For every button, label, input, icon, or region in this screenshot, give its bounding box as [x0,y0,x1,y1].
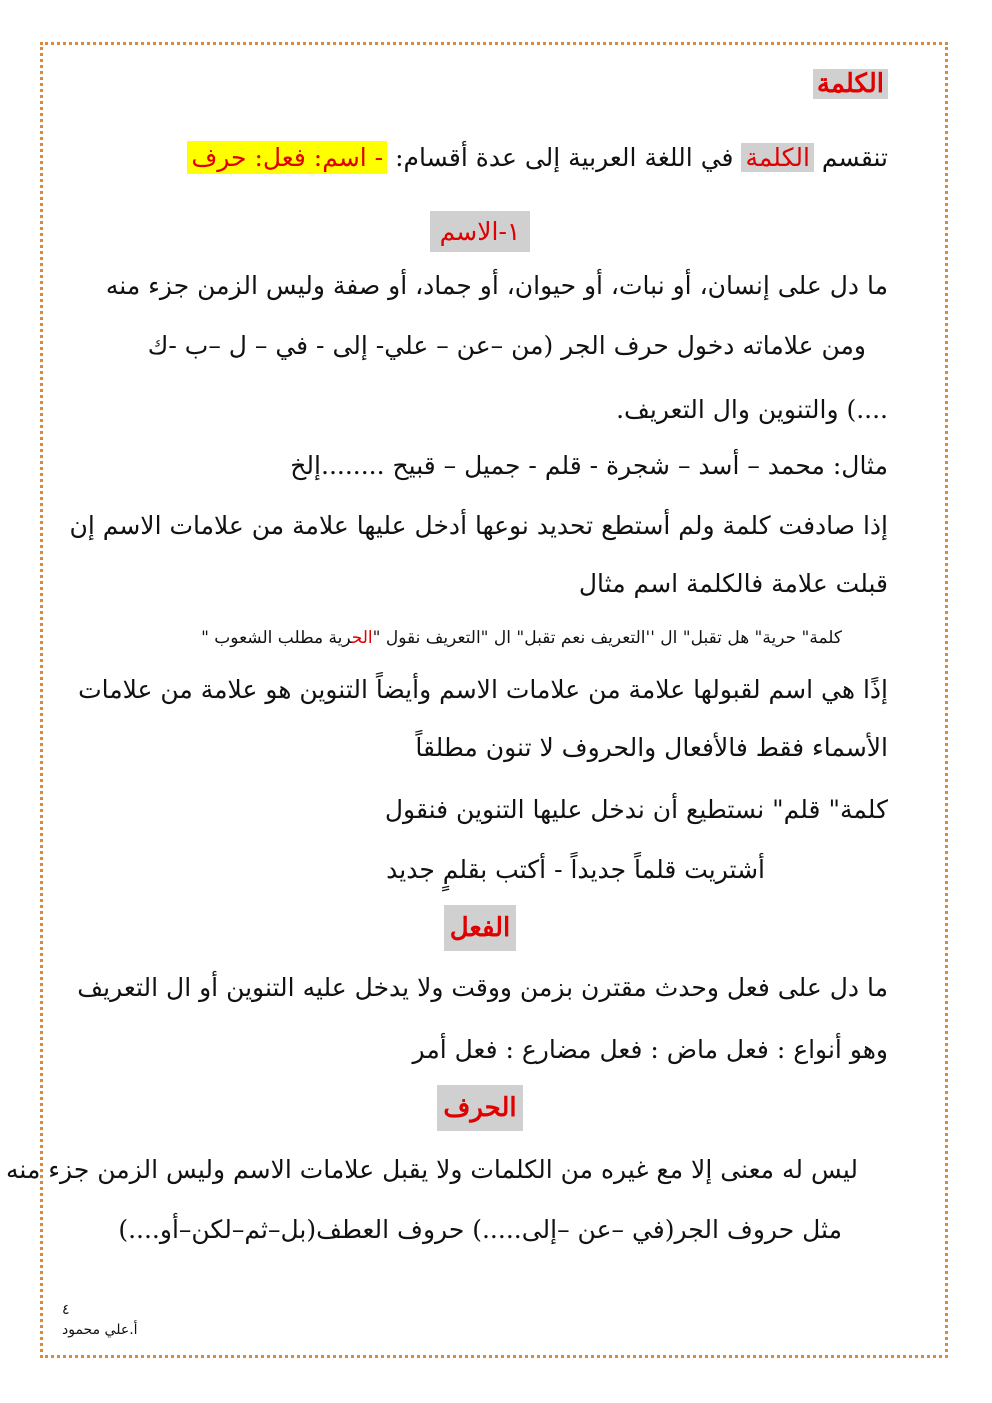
noun-heading: ١-الاسم [40,212,920,252]
particle-line: مثل حروف الجر(في –عن –إلى.....) حروف العطف(بل–ثم–لكن–أو....) [118,1215,842,1244]
noun-line: ومن علاماته دخول حرف الجر (من –عن – علي- إلى - في – ل –ب -ك [147,331,866,360]
verb-line: ما دل على فعل وحدث مقترن بزمن ووقت ولا يدخل عليه التنوين أو ال التعريف [77,973,888,1002]
noun-line: ما دل على إنسان، أو نبات، أو حيوان، أو جماد، أو صفة وليس الزمن جزء منه [105,271,888,300]
noun-line: الأسماء فقط فالأفعال والحروف لا تنون مطلقاً [415,733,888,762]
noun-line: إذًا هي اسم لقبولها علامة من علامات الاسم وأيضاً التنوين هو علامة من علامات [78,675,888,704]
intro-highlight: - اسم: فعل: حرف [187,141,387,174]
intro-keyword: الكلمة [741,143,814,172]
noun-example-sentence: أشتريت قلماً جديداً - أكتب بقلمٍ جديد [386,855,765,884]
page-number: ٤ [62,1302,70,1318]
noun-line: مثال: محمد – أسد – شجرة - قلم - جميل – قبيح ........إلخ [290,451,888,480]
noun-example-small: كلمة" حرية" هل تقبل" ال ''التعريف نعم تقبل" ال "التعريف نقول "الحرية مطلب الشعوب " [201,628,842,648]
particle-heading: الحرف [40,1088,920,1128]
noun-line: كلمة" قلم" نستطيع أن ندخل عليها التنوين فنقول [384,795,888,824]
author-name: أ.علي محمود [62,1322,138,1338]
noun-line: قبلت علامة فالكلمة اسم مثال [578,569,888,598]
particle-line: ليس له معنى إلا مع غيره من الكلمات ولا يقبل علامات الاسم وليس الزمن جزء منه [6,1155,858,1184]
intro-line: تنقسم الكلمة في اللغة العربية إلى عدة أقسام: - اسم: فعل: حرف [187,138,888,178]
verb-line: وهو أنواع : فعل ماض : فعل مضارع : فعل أمر [412,1035,888,1064]
noun-line: إذا صادفت كلمة ولم أستطع تحديد نوعها أدخل عليها علامة من علامات الاسم إن [69,511,888,540]
page-title: الكلمة [813,64,888,104]
noun-line: ....) والتنوين وال التعريف. [616,395,888,424]
verb-heading: الفعل [40,908,920,948]
